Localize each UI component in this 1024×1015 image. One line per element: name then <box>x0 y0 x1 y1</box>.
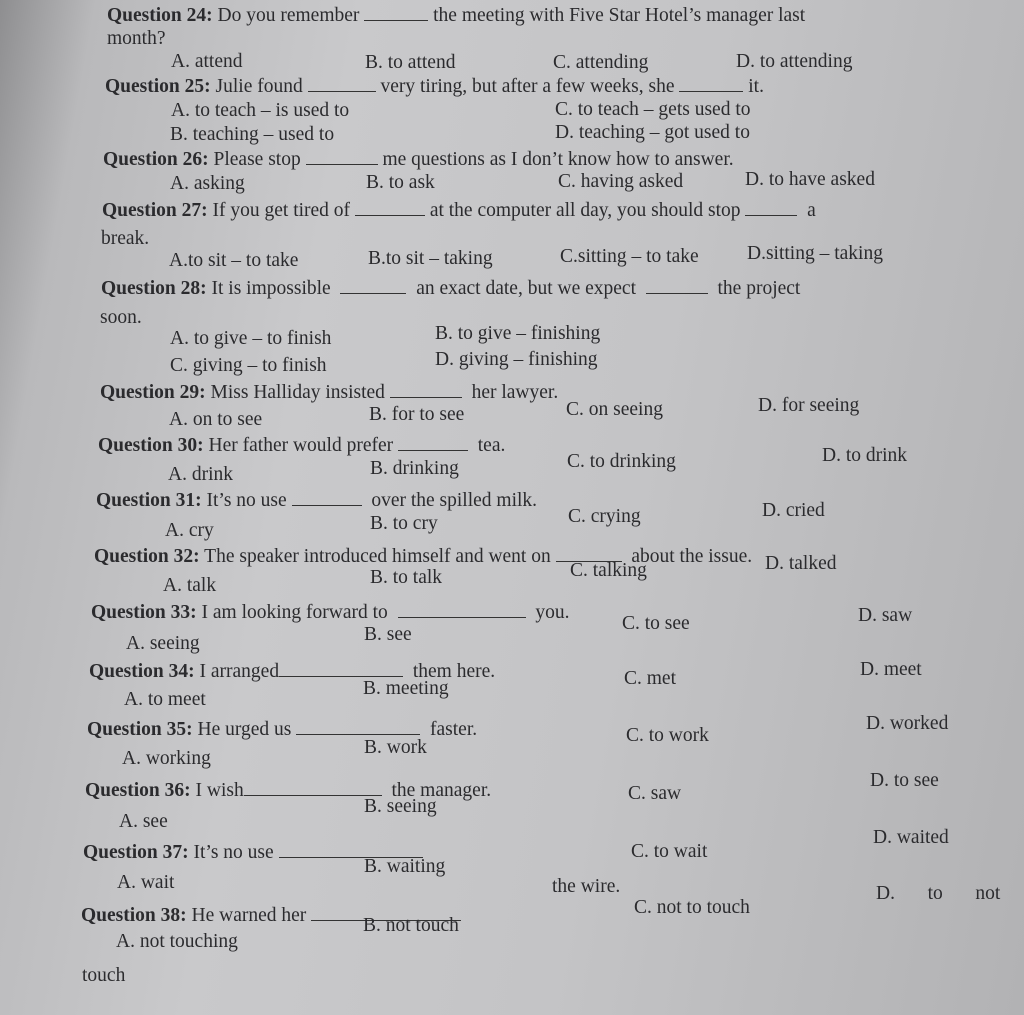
question-stem: It is impossible <box>211 278 331 299</box>
option-c: C. giving – to finish <box>170 355 327 376</box>
question-stem: Do you remember <box>217 5 360 26</box>
question-25 <box>105 74 764 99</box>
option-a: A. to give – to finish <box>170 328 332 349</box>
answer-blank <box>306 147 378 165</box>
question-stem: very tiring, but after a few weeks, she <box>380 76 675 97</box>
option-d: D. to drink <box>822 445 908 466</box>
answer-blank <box>308 74 376 92</box>
question-number: Question 29: <box>100 382 206 403</box>
question-stem: Miss Halliday insisted <box>210 382 385 403</box>
option-c: C. having asked <box>558 171 684 192</box>
option-d: D. to not <box>876 883 1001 904</box>
option-b: B. seeing <box>364 796 437 817</box>
question-number: Question 24: <box>107 5 213 26</box>
question-number: Question 33: <box>91 602 197 623</box>
option-b: B. to ask <box>366 172 435 193</box>
question-number: Question 38: <box>81 905 187 926</box>
option-d: D. to attending <box>736 51 853 72</box>
question-number: Question 34: <box>89 661 195 682</box>
question-stem: her lawyer. <box>471 382 559 403</box>
question-stem: the wire. <box>552 876 621 897</box>
answer-blank <box>355 198 425 216</box>
option-a: A. cry <box>165 520 214 541</box>
question-stem: If you get tired of <box>212 200 351 221</box>
question-number: Question 26: <box>103 149 209 170</box>
option-d: D. saw <box>858 605 913 626</box>
question-27 <box>102 198 816 223</box>
question-number: Question 36: <box>85 780 191 801</box>
option-d: D.sitting – taking <box>747 243 883 264</box>
option-b: B. drinking <box>370 458 459 479</box>
option-d: D. teaching – got used to <box>555 122 750 143</box>
option-c: C.sitting – to take <box>560 246 699 267</box>
option-a: A. to teach – is used to <box>171 100 350 121</box>
answer-blank <box>398 600 526 618</box>
question-31 <box>96 488 537 513</box>
option-b: B. teaching – used to <box>170 124 335 145</box>
answer-blank <box>646 276 708 294</box>
option-a: A. wait <box>117 872 175 893</box>
answer-blank <box>679 74 743 92</box>
option-a: A. attend <box>171 51 243 72</box>
question-stem: It’s no use <box>206 490 287 511</box>
option-d: D. waited <box>873 827 949 848</box>
question-stem: faster. <box>430 719 478 740</box>
option-c: C. to work <box>626 725 709 746</box>
option-b: B. to give – finishing <box>435 323 601 344</box>
question-stem: over the spilled milk. <box>371 490 538 511</box>
question-stem: I arranged <box>199 661 280 682</box>
option-c: C. met <box>624 668 676 689</box>
option-a: A. seeing <box>126 633 200 654</box>
question-24 <box>107 3 805 28</box>
option-d: D. giving – finishing <box>435 349 598 370</box>
question-continuation: touch <box>82 965 126 986</box>
option-a: A. talk <box>163 575 217 596</box>
question-stem: it. <box>748 76 764 97</box>
option-a: A. not touching <box>116 931 238 952</box>
answer-blank <box>745 198 797 216</box>
answer-blank <box>340 276 406 294</box>
option-a: A. to meet <box>124 689 206 710</box>
question-stem: a <box>807 200 816 221</box>
answer-blank <box>292 488 362 506</box>
option-d: D. cried <box>762 500 825 521</box>
question-stem: He warned her <box>191 905 307 926</box>
question-stem: Her father would prefer <box>208 435 394 456</box>
question-stem: them here. <box>412 661 496 682</box>
question-stem: at the computer all day, you should stop <box>429 200 741 221</box>
option-d: D. meet <box>860 659 922 680</box>
option-c: C. saw <box>628 783 682 804</box>
option-d: D. for seeing <box>758 395 860 416</box>
question-29 <box>100 380 558 405</box>
option-a: A. on to see <box>169 409 263 430</box>
question-number: Question 28: <box>101 278 207 299</box>
question-stem: The speaker introduced himself and went on <box>204 546 551 567</box>
question-number: Question 25: <box>105 76 211 97</box>
question-continuation: break. <box>101 228 150 249</box>
question-stem: about the issue. <box>631 546 753 567</box>
question-stem: It’s no use <box>193 842 274 863</box>
option-b: B. to talk <box>370 567 443 588</box>
question-33 <box>91 600 569 625</box>
option-a: A. working <box>122 748 211 769</box>
answer-blank <box>390 380 462 398</box>
option-c: C. on seeing <box>566 399 663 420</box>
question-stem: the meeting with Five Star Hotel’s manager last <box>433 5 806 26</box>
option-b: B. see <box>364 624 412 645</box>
question-stem: I wish <box>195 780 244 801</box>
option-c: C. to wait <box>631 841 708 862</box>
question-number: Question 30: <box>98 435 204 456</box>
question-stem: the project <box>717 278 801 299</box>
question-number: Question 31: <box>96 490 202 511</box>
option-c: C. attending <box>553 52 649 73</box>
question-28 <box>101 276 800 301</box>
question-number: Question 27: <box>102 200 208 221</box>
option-d: D. to see <box>870 770 939 791</box>
option-b: B. to attend <box>365 52 456 73</box>
option-c: C. not to touch <box>634 897 750 918</box>
option-b: B. waiting <box>364 856 446 877</box>
option-c: C. crying <box>568 506 641 527</box>
option-b: B. work <box>364 737 427 758</box>
question-stem: the manager. <box>391 780 492 801</box>
answer-blank <box>244 778 382 796</box>
option-c: C. to drinking <box>567 451 676 472</box>
answer-blank <box>296 717 420 735</box>
option-d: D. worked <box>866 713 949 734</box>
option-c: C. to teach – gets used to <box>555 99 751 120</box>
question-stem: you. <box>535 602 570 623</box>
question-26 <box>103 147 734 172</box>
question-stem: Please stop <box>213 149 301 170</box>
question-number: Question 37: <box>83 842 189 863</box>
question-number: Question 32: <box>94 546 200 567</box>
question-stem: He urged us <box>197 719 292 740</box>
option-d: D. to have asked <box>745 169 875 190</box>
answer-blank <box>398 433 468 451</box>
question-continuation: month? <box>107 28 166 49</box>
option-a: A. drink <box>168 464 233 485</box>
option-b: B. not touch <box>363 915 459 936</box>
option-b: B.to sit – taking <box>368 248 493 269</box>
answer-blank <box>279 659 403 677</box>
question-continuation: soon. <box>100 307 142 328</box>
option-c: C. talking <box>570 560 647 581</box>
question-number: Question 35: <box>87 719 193 740</box>
question-stem: tea. <box>477 435 506 456</box>
option-b: B. for to see <box>369 404 465 425</box>
question-stem: me questions as I don’t know how to answer. <box>382 149 734 170</box>
option-b: B. meeting <box>363 678 449 699</box>
answer-blank <box>364 3 428 21</box>
option-d: D. talked <box>765 553 837 574</box>
question-30 <box>98 433 505 458</box>
option-a: A. see <box>119 811 168 832</box>
option-b: B. to cry <box>370 513 438 534</box>
question-stem: Julie found <box>215 76 303 97</box>
option-c: C. to see <box>622 613 690 634</box>
option-a: A. asking <box>170 173 245 194</box>
option-a: A.to sit – to take <box>169 250 299 271</box>
question-stem: an exact date, but we expect <box>416 278 636 299</box>
question-stem: I am looking forward to <box>201 602 388 623</box>
